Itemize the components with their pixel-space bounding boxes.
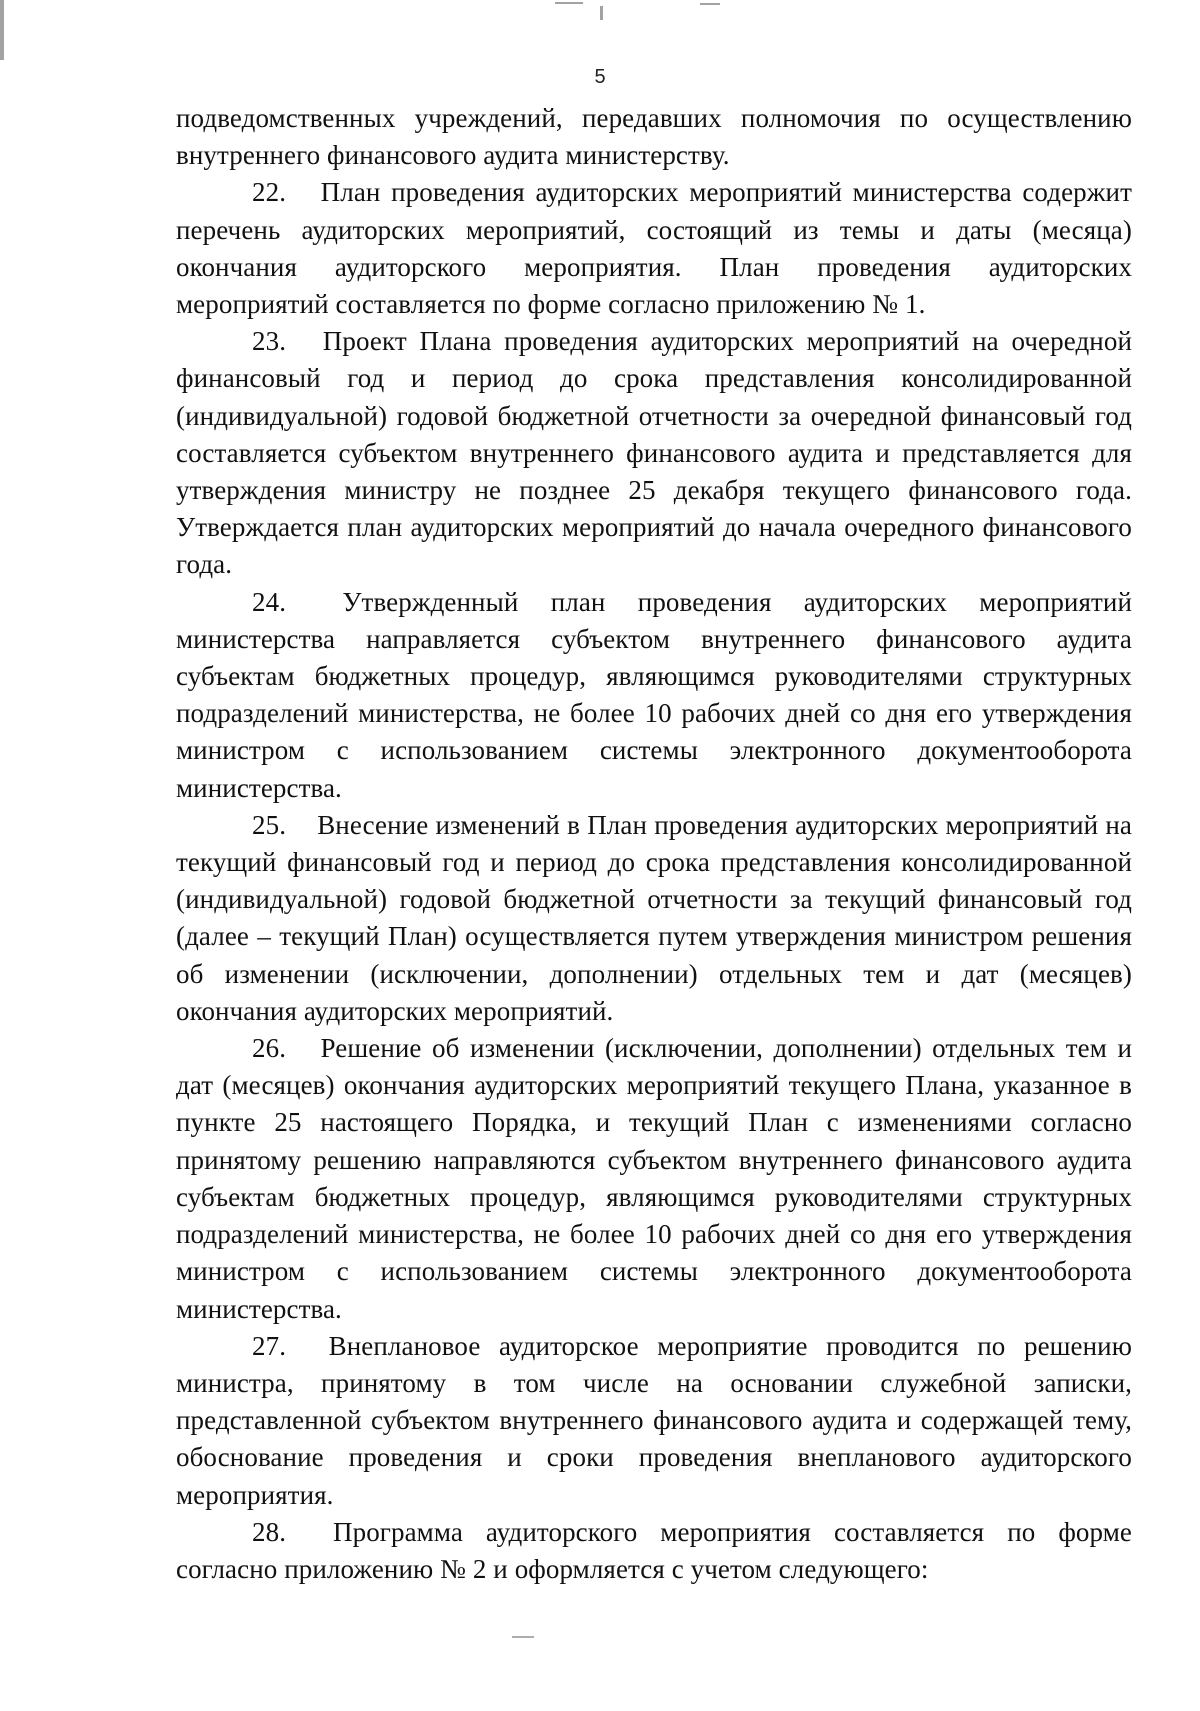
paragraph-27: [176, 1328, 1132, 1514]
paragraph-number: 26.: [252, 1033, 287, 1064]
paragraph-text: Утвержденный план проведения аудиторских мероприятий министерства направляется субъектом внутреннего финансового аудита субъектам бюджетных процедур, являющимся руководителями структурных подразделений министерства, не более 10 рабочих дней со дня его утверждения министром с использованием системы электронного документооборота министерства.: [176, 586, 1132, 803]
paragraph-text: Проект Плана проведения аудиторских мероприятий на очередной финансовый год и период до срока представления консолидированной (индивидуальной) годовой бюджетной отчетности за очередной финансовый год составляется субъектом внутреннего финансового аудита и представляется для утверждения министру не позднее 25 декабря текущего финансового года. Утверждается план аудиторских мероприятий до начала очередного финансового года.: [176, 326, 1132, 580]
paragraph-26: [176, 1030, 1132, 1328]
scan-artifact-top-1: [555, 2, 583, 4]
document-body: [176, 100, 1132, 1588]
paragraph-text: План проведения аудиторских мероприятий министерства содержит перечень аудиторских мероприятий, состоящий из темы и даты (месяца) окончания аудиторского мероприятия. План проведения аудиторских мероприятий составляется по форме согласно приложению № 1.: [176, 177, 1132, 320]
paragraph-25: [176, 807, 1132, 1030]
scan-artifact-top-2: [600, 6, 603, 20]
paragraph-number: 28.: [252, 1516, 287, 1547]
scan-artifact-bottom: [512, 1636, 534, 1638]
paragraph-text: Программа аудиторского мероприятия составляется по форме согласно приложению № 2 и оформляется с учетом следующего:: [176, 1516, 1132, 1584]
scan-artifact-top-3: [700, 3, 720, 5]
paragraph-text: подведомственных учреждений, передавших полномочия по осуществлению внутреннего финансового аудита министерству.: [176, 103, 1132, 171]
paragraph-number: 22.: [252, 177, 287, 208]
paragraph-number: 23.: [252, 326, 287, 357]
paragraph-28: [176, 1514, 1132, 1588]
paragraph-text: Внеплановое аудиторское мероприятие проводится по решению министра, принятому в том числе на основании служебной записки, представленной субъектом внутреннего финансового аудита и содержащей тему, обоснование проведения и сроки проведения внепланового аудиторского мероприятия.: [176, 1330, 1133, 1510]
paragraph-23: [176, 323, 1132, 583]
page-number: 5: [594, 66, 606, 88]
paragraph-text: Внесение изменений в План проведения аудиторских мероприятий на текущий финансовый год и период до срока представления консолидированной (индивидуальной) годовой бюджетной отчетности за текущий финансовый год (далее – текущий План) осуществляется путем утверждения министром решения об изменении (исключении, дополнении) отдельных тем и дат (месяцев) окончания аудиторских мероприятий.: [176, 809, 1132, 1026]
paragraph-continuation: [176, 100, 1132, 174]
paragraph-22: [176, 174, 1132, 323]
paragraph-number: 27.: [252, 1330, 287, 1361]
paragraph-number: 24.: [252, 586, 287, 617]
paragraph-24: [176, 584, 1132, 807]
scan-artifact-top-left: [0, 0, 4, 60]
paragraph-text: Решение об изменении (исключении, дополнении) отдельных тем и дат (месяцев) окончания аудиторских мероприятий текущего Плана, указанное в пункте 25 настоящего Порядка, и текущий План с изменениями согласно принятому решению направляются субъектом внутреннего финансового аудита субъектам бюджетных процедур, являющимся руководителями структурных подразделений министерства, не более 10 рабочих дней со дня его утверждения министром с использованием системы электронного документооборота министерства.: [176, 1033, 1132, 1324]
paragraph-number: 25.: [252, 809, 287, 840]
